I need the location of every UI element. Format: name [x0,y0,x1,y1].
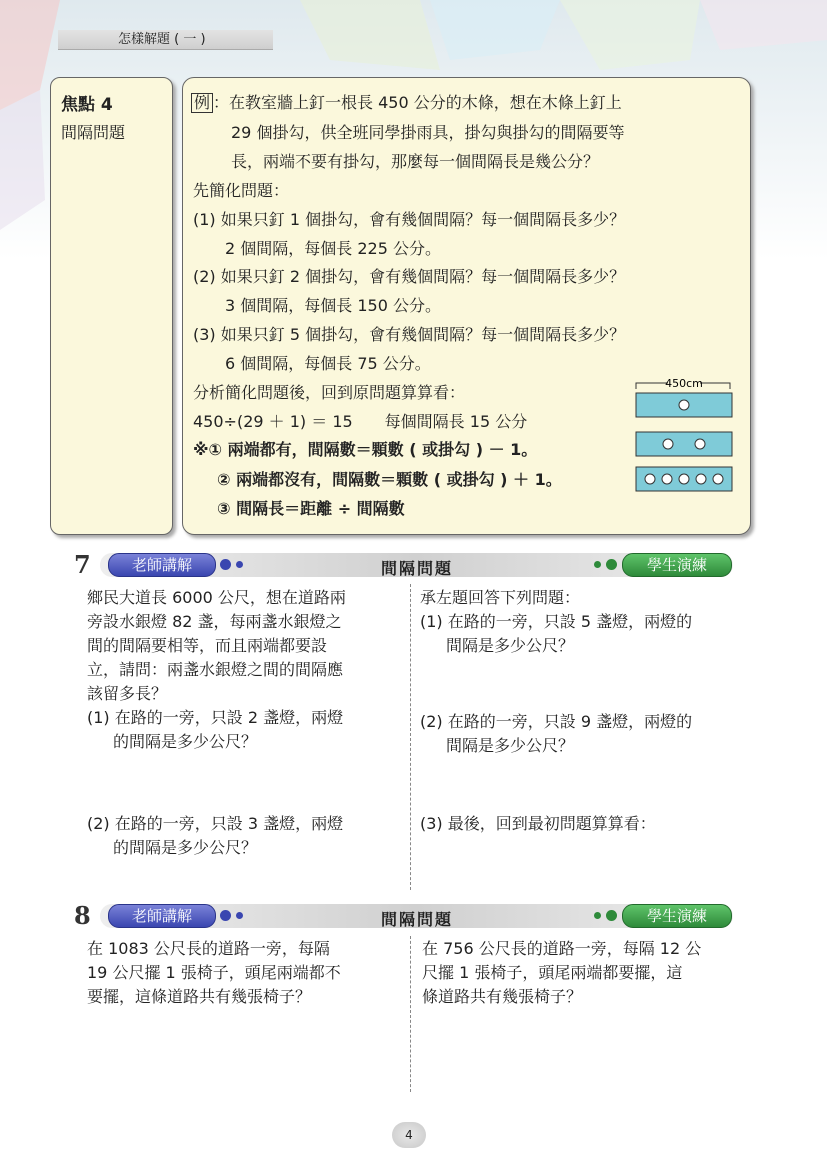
section-7-student-q3 [420,812,656,836]
page-number: 4 [392,1122,426,1148]
text-line: (2) 在路的一旁，只設 3 盞燈，兩燈 [87,814,344,833]
page-header-title: 怎樣解題 ( 一 ) [118,32,206,47]
text-line: 間隔是多少公尺？ [446,736,575,755]
example-line-6: 2 個間隔，每個長 225 公分。 [225,239,441,258]
hook-icon [713,474,723,484]
example-line-2: 29 個掛勾，供全班同學掛雨具，掛勾與掛勾的間隔要等 [231,123,625,142]
section-7-number: 7 [74,550,91,579]
example-line-1 [191,90,622,113]
example-line-5: (1) 如果只釘 1 個掛勾，會有幾個間隔？每一個間隔長多少？ [193,210,626,229]
example-line-8: 3 個間隔，每個長 150 公分。 [225,296,441,315]
example-rule-3: ③ 間隔長＝距離 ÷ 間隔數 [217,499,405,518]
text-line: (2) 在路的一旁，只設 9 盞燈，兩燈的 [420,712,693,731]
dot-icon [594,912,601,919]
section-7-teacher-badge: 老師講解 [108,553,216,577]
section-8-number: 8 [74,901,91,930]
focus-box [50,77,173,535]
hook-icon [662,474,672,484]
text-line: 條道路共有幾張椅子？ [422,987,583,1006]
dot-icon [606,559,617,570]
example-line-11: 分析簡化問題後，回到原問題算算看： [193,383,466,402]
text-line: (1) 在路的一旁，只設 5 盞燈，兩燈的 [420,612,693,631]
hook-icon [645,474,655,484]
text-line: (1) 在路的一旁，只設 2 盞燈，兩燈 [87,708,344,727]
example-line-10: 6 個間隔，每個長 75 公分。 [225,354,431,373]
section-8-student-badge: 學生演練 [622,904,732,928]
example-line-9: (3) 如果只釘 5 個掛勾，會有幾個間隔？每一個間隔長多少？ [193,325,626,344]
example-label: 例 [191,93,213,113]
hook-icon [663,439,673,449]
hook-icon [696,474,706,484]
text-line: 要擺，這條道路共有幾張椅子？ [87,987,312,1006]
hook-icon [679,474,689,484]
text-line: 間隔是多少公尺？ [446,636,575,655]
section-7-title: 間隔問題 [381,559,454,578]
example-line-3: 長，兩端不要有掛勾，那麼每一個間隔長是幾公分？ [231,152,600,171]
diagram-length-label: 450cm [665,377,703,390]
text-line: 該留多長？ [87,684,168,703]
example-text-1: ：在教室牆上釘一根長 450 公分的木條，想在木條上釘上 [213,93,622,112]
section-7-teacher-problem [87,586,346,754]
focus-title: 焦點 4 [61,95,113,115]
dot-icon [606,910,617,921]
example-rule-2: ② 兩端都沒有，間隔數＝顆數 ( 或掛勾 ) ＋ 1。 [217,470,562,489]
text-line: 19 公尺擺 1 張椅子，頭尾兩端都不 [87,963,341,982]
dot-icon [236,561,243,568]
text-line: 承左題回答下列問題： [420,588,581,607]
example-line-7: (2) 如果只釘 2 個掛勾，會有幾個間隔？每一個間隔長多少？ [193,267,626,286]
section-7-student-practice [420,586,692,658]
section-7-student-q2 [420,710,692,758]
example-rule-1: ※① 兩端都有，間隔數＝顆數 ( 或掛勾 ) － 1。 [193,440,538,459]
section-8-title: 間隔問題 [381,910,454,929]
column-divider [410,936,411,1092]
text-line: 的間隔是多少公尺？ [113,732,258,751]
section-8-teacher-badge: 老師講解 [108,904,216,928]
text-line: 在 1083 公尺長的道路一旁，每隔 [87,939,330,958]
dot-icon [594,561,601,568]
text-line: 在 756 公尺長的道路一旁，每隔 12 公 [422,939,702,958]
example-line-4: 先簡化問題： [193,181,290,200]
hook-diagram [632,375,736,495]
text-line: 旁設水銀燈 82 盞，每兩盞水銀燈之 [87,612,342,631]
dot-icon [220,910,231,921]
section-7-teacher-q2 [87,812,343,860]
text-line: 尺擺 1 張椅子，頭尾兩端都要擺，這 [422,963,683,982]
plank-two-hooks [636,432,732,456]
hook-icon [695,439,705,449]
example-line-12: 450÷(29 ＋ 1) ＝ 15 每個間隔長 15 公分 [193,412,528,431]
section-8-teacher-problem [87,937,341,1009]
dot-icon [220,559,231,570]
text-line: 的間隔是多少公尺？ [113,838,258,857]
text-line: 立，請問：兩盞水銀燈之間的間隔應 [87,660,344,679]
section-8-student-practice [422,937,701,1009]
text-line: 鄉民大道長 6000 公尺，想在道路兩 [87,588,346,607]
text-line: (3) 最後，回到最初問題算算看： [420,814,656,833]
column-divider [410,584,411,890]
page-header [58,30,273,50]
focus-subtitle: 間隔問題 [61,123,126,142]
section-7-student-badge: 學生演練 [622,553,732,577]
text-line: 間的間隔要相等，而且兩端都要設 [87,636,328,655]
hook-icon [679,400,689,410]
dot-icon [236,912,243,919]
